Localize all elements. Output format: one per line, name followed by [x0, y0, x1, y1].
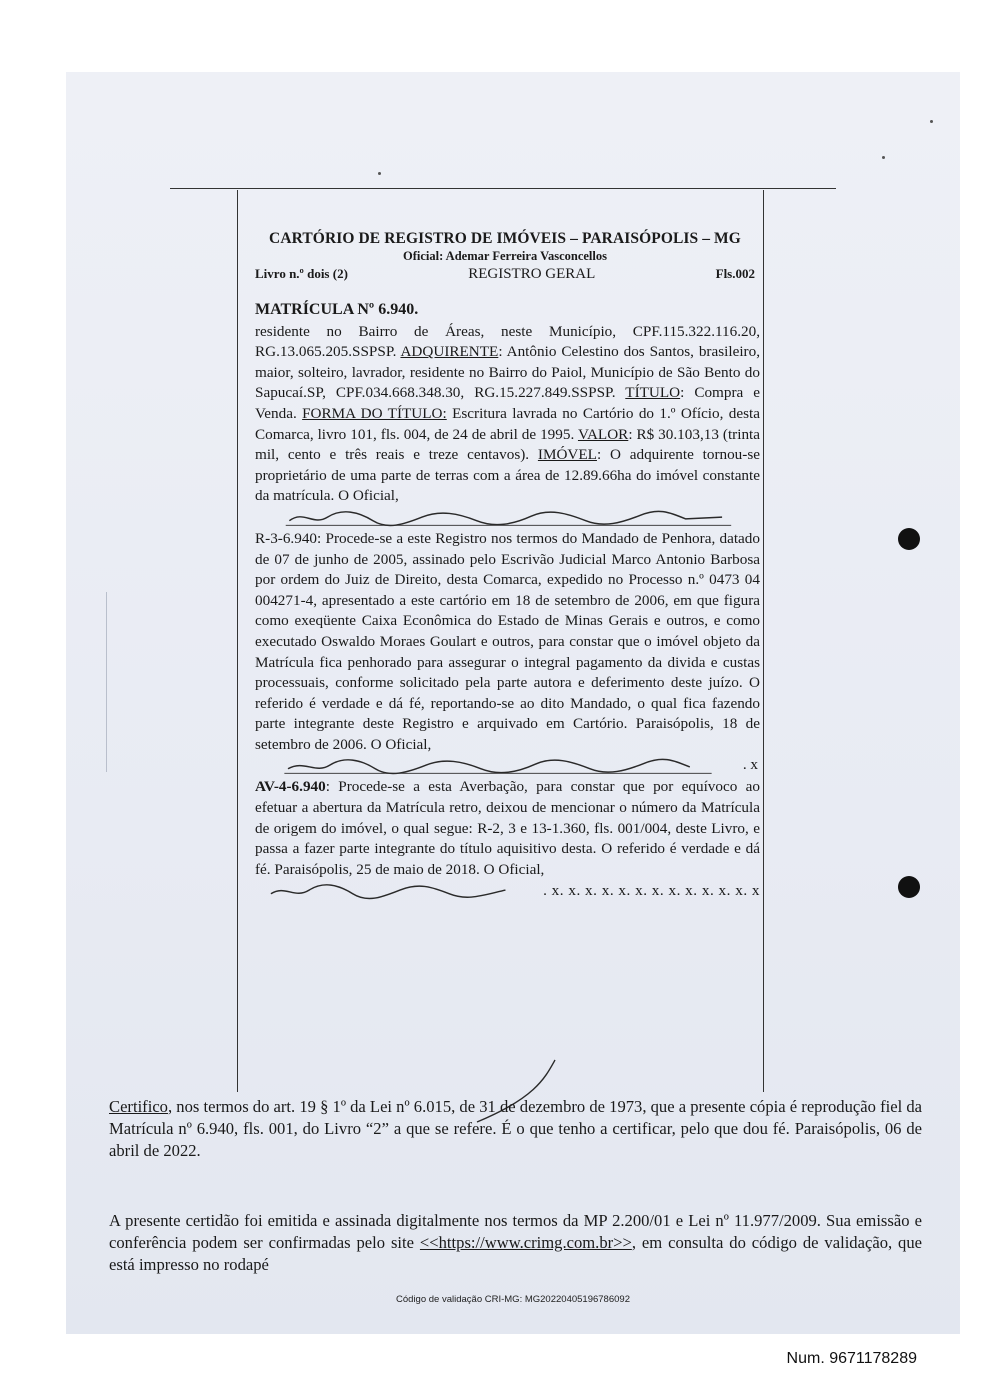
registry-book-row — [255, 266, 755, 283]
line-filler: . x. x. x. x. x. x. x. x. x. x. x. x. x — [543, 882, 760, 900]
property-label: IMÓVEL — [537, 446, 597, 464]
buyer-label: ADQUIRENTE — [400, 343, 499, 361]
signature-line — [255, 507, 760, 529]
registry-header — [255, 230, 755, 283]
validation-site-link[interactable]: <<https://www.crimg.com.br>> — [419, 1233, 632, 1252]
title-label: TÍTULO — [625, 384, 681, 402]
certificate-text — [109, 1096, 922, 1162]
digital-signature-notice — [109, 1210, 922, 1276]
register-label: REGISTRO GERAL — [468, 266, 596, 282]
scan-speck — [930, 120, 933, 123]
entry-text: Escritura lavrada no Cartório do 1.º Ofício, desta Comarca, livro 101, fls. 004, de 24 de abril de 1995. — [255, 404, 760, 443]
book-number: Livro n.º dois (2) — [255, 266, 348, 281]
value-label: VALOR — [577, 425, 629, 443]
faint-margin-mark — [106, 592, 107, 772]
sheet-number: Fls.002 — [715, 266, 755, 281]
right-margin-rule — [763, 190, 764, 1092]
scanned-page — [66, 72, 960, 1334]
scan-speck — [378, 172, 381, 175]
matricula-number: MATRÍCULA Nº 6.940. — [255, 301, 419, 318]
title-form-label: FORMA DO TÍTULO: — [302, 404, 447, 422]
certificate-lead: Certifico — [109, 1097, 168, 1116]
left-margin-rule — [237, 190, 238, 1092]
entry-text: : O adquirente tornou-se proprietário de uma parte de terras com a área de 12.89.66ha do imóvel constante da matrícula. O Oficial, — [255, 446, 760, 505]
entry-text: : Antônio Celestino dos Santos, brasileiro, maior, solteiro, lavrador, residente no Bairro do Paiol, Município de São Bento do Sapucaí.SP, CPF.034.668.348.30, RG.15.227.849.SSPSP. — [255, 343, 760, 402]
top-rule — [170, 188, 836, 189]
registry-entry-r3: R-3-6.940: Procede-se a este Registro nos termos do Mandado de Penhora, datado de 07 de junho de 2005, assinado pelo Escrivão Judicial Marco Antonio Barbosa por ordem do Juiz de Direito, desta Comarca, expedido no Processo n.º 0473 04 004271-4, apresentado a este cartório em 18 de setembro de 2006, em que figura como exeqüente Caixa Econômica do Estado de Minas Gerais e outros, e como executado Oswaldo Moraes Goulart e outros, para constar que o imóvel objeto da Matrícula fica penhorado para assegurar o integral pagamento da divida e custas processuais, conforme solicitado pela parte autora e deferimento deste juízo. O referido é verdade e dá fé, reportando-se ao dito Mandado, o qual fica fazendo parte integrante deste Registro e arquivado em Cartório. Paraisópolis, 18 de setembro de 2006. O Oficial, — [255, 529, 760, 753]
handwritten-signature — [255, 881, 525, 901]
registry-entry-av4 — [255, 777, 760, 880]
punch-hole-upper — [898, 528, 920, 550]
registry-official: Oficial: Ademar Ferreira Vasconcellos — [402, 249, 607, 263]
certificate-body: , nos termos do art. 19 § 1º da Lei nº 6.015, de 31 de dezembro de 1973, que a presente cópia é reprodução fiel da Matrícula nº 6.940, fls. 001, do Livro “2” a que se refere. É o que tenho a certificar, pelo que dou fé. Paraisópolis, 06 de abril de 2022. — [109, 1097, 922, 1160]
handwritten-signature — [263, 508, 763, 528]
signature-line — [255, 755, 760, 777]
registry-entry-r2 — [255, 322, 760, 507]
page-number: Num. 9671178289 — [786, 1350, 917, 1367]
av4-label: AV-4-6.940 — [255, 778, 326, 796]
punch-hole-lower — [898, 876, 920, 898]
notice-text: , em consulta do código de validação, que está impresso no rodapé — [109, 1233, 922, 1274]
registry-title: CARTÓRIO DE REGISTRO DE IMÓVEIS – PARAISÓPOLIS – MG — [269, 230, 741, 247]
registry-body — [255, 300, 760, 904]
entry-text: residente no Bairro de Áreas, neste Município, CPF.115.322.116.20, RG.13.065.205.SSPSP. — [255, 322, 760, 361]
entry-closing: . x — [742, 756, 758, 774]
entry-text: : R$ 30.103,13 (trinta mil, cento e três reais e treze centavos). — [255, 425, 761, 464]
validation-code: Código de validação CRI-MG: MG20220405196786092 — [396, 1294, 630, 1305]
entry-text: : Compra e Venda. — [255, 384, 761, 422]
handwritten-signature — [263, 756, 733, 776]
signature-line — [255, 880, 760, 904]
notice-text: A presente certidão foi emitida e assinada digitalmente nos termos da MP 2.200/01 e Lei nº 11.977/2009. Sua emissão e conferência podem ser confirmadas pelo site — [109, 1211, 922, 1252]
entry-text: : Procede-se a esta Averbação, para constar que por equívoco ao efetuar a abertura da Matrícula retro, deixou de mencionar o número da Matrícula de origem do imóvel, o qual segue: R-2, 3 e 13-1.360, fls. 001/004, deste Livro, e passa a fazer parte integrante do título aquisitivo desta. O referido é verdade e dá fé. Paraisópolis, 25 de maio de 2018. O Oficial, — [255, 778, 760, 878]
scan-speck — [882, 156, 885, 159]
